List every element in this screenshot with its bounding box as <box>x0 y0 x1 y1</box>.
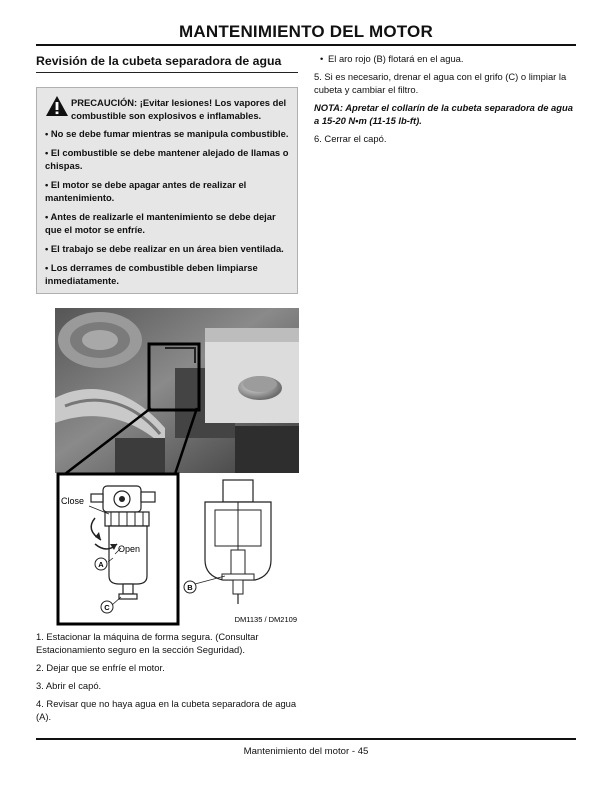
caution-item: • No se debe fumar mientras se manipula combustible. <box>45 128 289 139</box>
step-item: 4. Revisar que no haya agua en la cubeta separadora de agua (A). <box>36 698 297 722</box>
step-item: 6. Cerrar el capó. <box>314 133 387 144</box>
bullet-dot: • <box>320 53 324 64</box>
note: NOTA: Apretar el collarín de la cubeta separadora de agua a 15-20 N•m (11-15 lb-ft). <box>314 102 573 126</box>
figure-caption: DM1135 / DM2109 <box>234 615 297 624</box>
step-item: 2. Dejar que se enfríe el motor. <box>36 662 165 673</box>
bullet-item <box>314 52 576 65</box>
caution-item: • El motor se debe apagar antes de realizar el mantenimiento. <box>45 179 247 203</box>
caution-header <box>45 96 291 122</box>
title-rule <box>36 44 576 46</box>
label-open: Open <box>118 544 141 554</box>
label-close: Close <box>61 496 85 506</box>
caution-box <box>36 87 298 294</box>
caution-heading: PRECAUCIÓN: ¡Evitar lesiones! Los vapores del combustible son explosivos e inflamables. <box>71 97 287 121</box>
caution-item: • El combustible se debe mantener alejado de llamas o chispas. <box>45 147 289 171</box>
callout-a: A <box>98 560 104 569</box>
caution-item: • Los derrames de combustible deben limpiarse inmediatamente. <box>45 262 258 286</box>
section-heading-rule <box>36 72 298 73</box>
figure-illustration <box>55 308 299 626</box>
left-column <box>36 52 298 728</box>
caution-item: • El trabajo se debe realizar en un área bien ventilada. <box>45 243 284 254</box>
page-footer: Mantenimiento del motor - 45 <box>243 746 369 757</box>
page-title: MANTENIMIENTO DEL MOTOR <box>179 22 433 41</box>
callout-b: B <box>187 583 193 592</box>
figure-water-separator <box>55 308 299 626</box>
footer-rule <box>36 738 576 740</box>
step-item: 1. Estacionar la máquina de forma segura. (Consultar Estacionamiento seguro en la sección Seguridad). <box>36 631 259 655</box>
engine-photo <box>55 308 299 473</box>
step-item: 3. Abrir el capó. <box>36 680 102 691</box>
step-item: 5. Si es necesario, drenar el agua con el grifo (C) o limpiar la cubeta y cambiar el filtro. <box>314 71 567 95</box>
section-heading: Revisión de la cubeta separadora de agua <box>36 54 282 68</box>
bullet-text: El aro rojo (B) flotará en el agua. <box>328 53 464 64</box>
warning-triangle-icon <box>45 95 69 117</box>
callout-c: C <box>104 603 110 612</box>
right-column <box>314 52 576 150</box>
steps-list <box>36 630 298 723</box>
caution-item: • Antes de realizarle el mantenimiento se debe dejar que el motor se enfríe. <box>45 211 276 235</box>
